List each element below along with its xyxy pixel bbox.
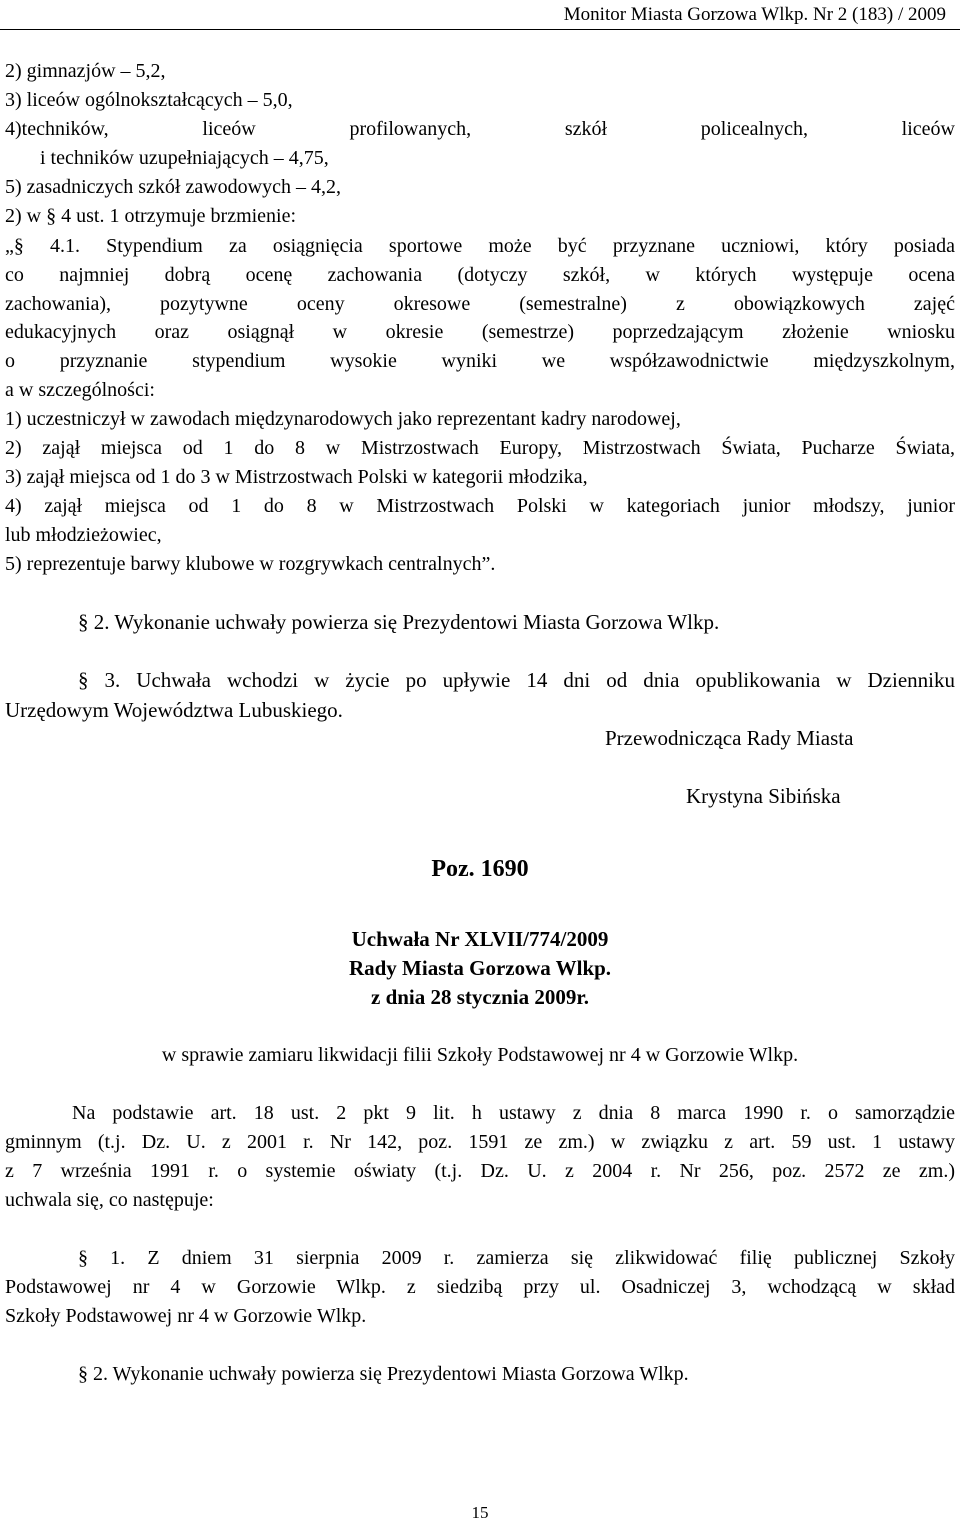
paragraph-line: 1) uczestniczył w zawodach międzynarodowych jako reprezentant kadry narodowej, — [5, 408, 681, 430]
section-2: § 2. Wykonanie uchwały powierza się Prezydentowi Miasta Gorzowa Wlkp. — [78, 610, 720, 634]
signature-name: Krystyna Sibińska — [686, 784, 841, 808]
paragraph-line: a w szczególności: — [5, 379, 155, 401]
resolution-issuer: Rady Miasta Gorzowa Wlkp. — [348, 956, 612, 980]
paragraph-line: 5) reprezentuje barwy klubowe w rozgrywkach centralnych”. — [5, 553, 496, 575]
list-item: 2) gimnazjów – 5,2, — [5, 60, 166, 82]
list-item: 4)techników, liceów profilowanych, szkół policealnych, liceów — [5, 118, 955, 140]
list-item: 3) liceów ogólnokształcących – 5,0, — [5, 89, 293, 111]
paragraph-line: zachowania), pozytywne oceny okresowe (semestralne) z obowiązkowych zajęć — [5, 293, 955, 315]
paragraph-line: co najmniej dobrą ocenę zachowania (dotyczy szkół, w których występuje ocena — [5, 264, 955, 286]
paragraph-line: o przyznanie stypendium wysokie wyniki we współzawodnictwie międzyszkolnym, — [5, 350, 955, 372]
list-item: 2) w § 4 ust. 1 otrzymuje brzmienie: — [5, 205, 297, 227]
resolution-title: Uchwała Nr XLVII/774/2009 — [351, 927, 609, 951]
resolution-section-1-line: Podstawowej nr 4 w Gorzowie Wlkp. z siedzibą przy ul. Osadniczej 3, wchodzącą w skład — [5, 1276, 955, 1298]
section-3-line: Urzędowym Województwa Lubuskiego. — [5, 698, 343, 722]
preamble-line: uchwala się, co następuje: — [5, 1189, 214, 1211]
paragraph-line: edukacyjnych oraz osiągnął w okresie (semestrze) poprzedzającym złożenie wniosku — [5, 321, 955, 343]
resolution-section-2: § 2. Wykonanie uchwały powierza się Prezydentowi Miasta Gorzowa Wlkp. — [78, 1363, 689, 1385]
paragraph-line: 2) zajął miejsca od 1 do 8 w Mistrzostwach Europy, Mistrzostwach Świata, Pucharze Świata, — [5, 437, 955, 459]
page-header — [0, 0, 960, 30]
position-number: Poz. 1690 — [431, 856, 529, 882]
resolution-section-1-line: § 1. Z dniem 31 sierpnia 2009 r. zamierza się zlikwidować filię publicznej Szkoły — [78, 1247, 955, 1269]
resolution-subject: w sprawie zamiaru likwidacji filii Szkoły Podstawowej nr 4 w Gorzowie Wlkp. — [161, 1044, 799, 1066]
list-item: 5) zasadniczych szkół zawodowych – 4,2, — [5, 176, 341, 198]
resolution-date: z dnia 28 stycznia 2009r. — [371, 985, 589, 1009]
paragraph-line: „§ 4.1. Stypendium za osiągnięcia sportowe może być przyznane uczniowi, który posiada — [5, 235, 955, 257]
list-item: i techników uzupełniających – 4,75, — [40, 147, 329, 169]
paragraph-line: 3) zajął miejsca od 1 do 3 w Mistrzostwach Polski w kategorii młodzika, — [5, 466, 588, 488]
paragraph-line: 4) zajął miejsca od 1 do 8 w Mistrzostwach Polski w kategoriach junior młodszy, junior — [5, 495, 955, 517]
page-number: 15 — [471, 1503, 489, 1522]
header-divider — [0, 29, 960, 30]
preamble-line: z 7 września 1991 r. o systemie oświaty (t.j. Dz. U. z 2004 r. Nr 256, poz. 2572 ze zm.) — [5, 1160, 955, 1182]
signature-role: Przewodnicząca Rady Miasta — [605, 726, 854, 750]
publication-title: Monitor Miasta Gorzowa Wlkp. Nr 2 (183) / 2009 — [563, 4, 946, 25]
preamble-line: Na podstawie art. 18 ust. 2 pkt 9 lit. h ustawy z dnia 8 marca 1990 r. o samorządzie — [72, 1102, 955, 1124]
preamble-line: gminnym (t.j. Dz. U. z 2001 r. Nr 142, poz. 1591 ze zm.) w związku z art. 59 ust. 1 ustawy — [5, 1131, 955, 1153]
resolution-section-1-line: Szkoły Podstawowej nr 4 w Gorzowie Wlkp. — [5, 1305, 367, 1327]
paragraph-line: lub młodzieżowiec, — [5, 524, 162, 546]
section-3-line: § 3. Uchwała wchodzi w życie po upływie 14 dni od dnia opublikowania w Dzienniku — [78, 668, 955, 692]
